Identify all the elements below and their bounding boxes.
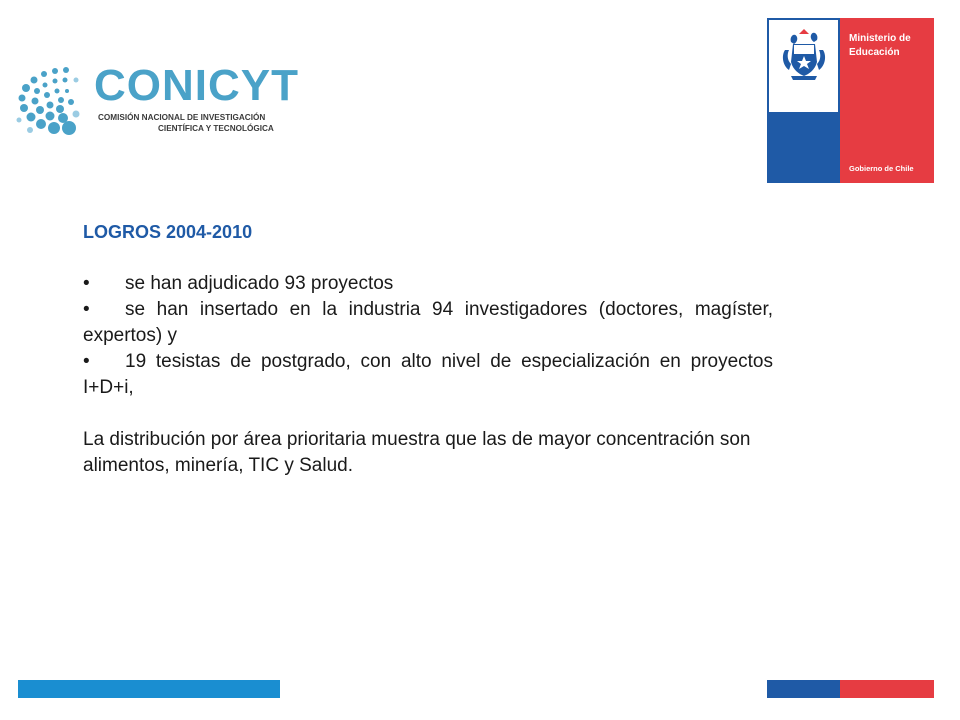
bullet-symbol: • — [83, 299, 90, 320]
ministerio-logo-red-band — [840, 18, 934, 183]
bullet-text: 19 tesistas de postgrado, con alto nivel de especialización en proyectos I+D+i, — [83, 351, 773, 398]
footer-bar-right-red — [840, 680, 934, 698]
conicyt-dots-icon — [14, 58, 104, 142]
ministerio-logo-blue-band — [767, 18, 840, 183]
chile-crest-icon — [777, 28, 831, 84]
bullet-item — [83, 271, 773, 297]
conicyt-wordmark: CONICYT — [94, 61, 299, 110]
ministerio-title-line1: Ministerio de — [849, 33, 911, 44]
conicyt-subtitle-line2: CIENTÍFICA Y TECNOLÓGICA — [158, 124, 274, 133]
bullet-item — [83, 349, 773, 401]
bullet-symbol: • — [83, 273, 90, 294]
ministerio-title — [849, 32, 911, 60]
bullet-item — [83, 297, 773, 349]
ministerio-title-line2: Educación — [849, 47, 900, 58]
footer-bar-right-blue — [767, 680, 840, 698]
gobierno-de-chile-label: Gobierno de Chile — [849, 164, 914, 173]
bullet-text: se han insertado en la industria 94 investigadores (doctores, magíster, expertos) y — [83, 299, 773, 346]
ministerio-logo-white-panel — [769, 20, 838, 112]
conicyt-logo — [14, 58, 304, 142]
ministerio-logo — [767, 18, 934, 183]
conicyt-subtitle-line1: COMISIÓN NACIONAL DE INVESTIGACIÓN — [98, 113, 266, 122]
conicyt-subtitle — [98, 112, 274, 134]
section-heading: LOGROS 2004-2010 — [83, 222, 253, 242]
summary-paragraph: La distribución por área prioritaria muestra que las de mayor concentración son alimentos, minería, TIC y Salud. — [83, 429, 751, 476]
bullet-symbol: • — [83, 351, 90, 372]
bullet-text: se han adjudicado 93 proyectos — [125, 273, 394, 294]
footer-bar-left — [18, 680, 280, 698]
slide-content — [83, 219, 773, 479]
